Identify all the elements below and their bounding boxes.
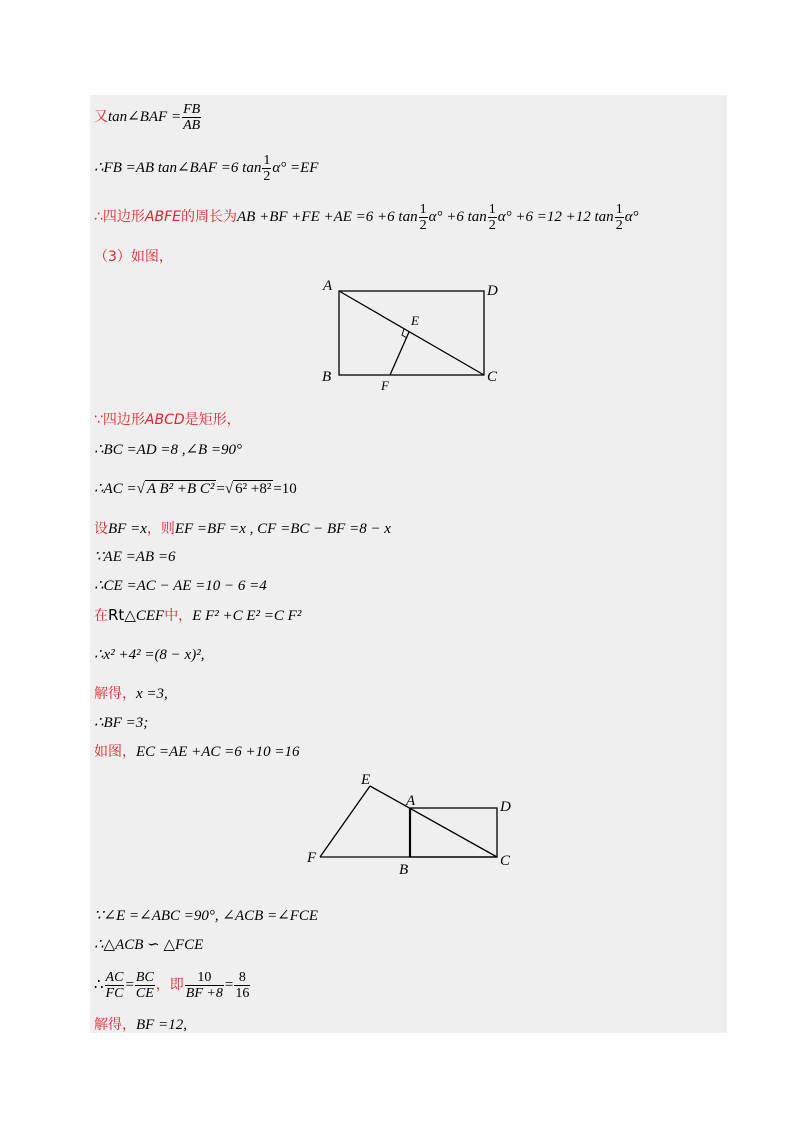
denominator: FC [105, 986, 124, 1001]
expr-ec: EC =AE +AC =6 +10 =16 [136, 744, 300, 760]
line-solve-x [94, 684, 168, 704]
text-then: ，则 [146, 521, 175, 537]
text-solve: 解得， [94, 686, 136, 702]
therefore-sign: ∴ [94, 976, 104, 993]
label-a: A [323, 278, 333, 294]
line-bc-ad: ∴BC =AD =8 ,∠B =90° [94, 442, 243, 458]
segment-ec [370, 786, 497, 857]
line-abcd-rectangle [94, 410, 241, 430]
text-as-figure: 如图， [94, 744, 136, 760]
line-solve-bf [94, 1015, 187, 1035]
line-ratio [94, 970, 251, 1001]
fraction-half-1 [419, 202, 428, 233]
fraction-bc-ce [135, 970, 155, 1001]
numerator: AC [105, 970, 124, 985]
denominator: 2 [419, 218, 427, 233]
denominator: 2 [263, 169, 271, 184]
text-therefore-quad: ∴四边形 [94, 208, 145, 225]
denominator: 2 [615, 218, 623, 233]
line-fb-equals [94, 153, 318, 184]
segment-fe [320, 786, 370, 857]
label-f: F [307, 850, 317, 866]
line-ec [94, 742, 300, 762]
numerator: FB [183, 102, 201, 117]
label-f: F [381, 378, 389, 392]
part-3-heading: （3）如图， [94, 249, 173, 265]
fraction-fb-ab [182, 102, 201, 133]
label-c: C [500, 853, 511, 869]
figure-triangle-fce [300, 768, 530, 880]
fraction-ac-fc [105, 970, 125, 1001]
diagonal-ac [339, 291, 484, 375]
line-angles: ∵∠E =∠ABC =90°, ∠ACB =∠FCE [94, 908, 319, 924]
label-e: E [411, 313, 419, 328]
expr-pythagoras: E F² +C E² =C F² [192, 608, 302, 624]
expr-equals-10: =10 [273, 481, 297, 497]
shape-abfe: ABFE [144, 208, 182, 225]
label-b: B [399, 862, 409, 878]
line-tan-baf [94, 102, 202, 133]
label-c: C [487, 369, 498, 385]
expr-perimeter-3: α° +6 =12 +12 tan [497, 208, 614, 225]
text-middle: 中， [164, 608, 193, 624]
line-ae-ab: ∵AE =AB =6 [94, 549, 176, 565]
expr-x-3: x =3, [136, 686, 168, 702]
line-ac-sqrt: ∴AC =√ A B² +B C² =√ 6² +8² =10 [94, 481, 297, 497]
denominator: 16 [235, 986, 250, 1001]
figure-rectangle-abcd [315, 272, 515, 392]
line-equation: ∴x² +4² =(8 − x)², [94, 647, 205, 663]
expr-ac: ∴AC = [94, 481, 137, 497]
expr-perimeter-2: α° +6 tan [428, 208, 487, 225]
line-let-bf [94, 519, 391, 539]
text-solve: 解得， [94, 1017, 136, 1033]
equals-sign: = [216, 481, 225, 497]
line-rt-cef [94, 605, 301, 626]
fraction-8-16 [234, 970, 250, 1001]
label-b: B [322, 369, 332, 385]
text-rt: Rt [108, 606, 125, 624]
segment-ef [390, 332, 409, 375]
numerator: 10 [185, 970, 224, 986]
expr-bf-x: BF =x [108, 521, 147, 537]
fraction-half [262, 153, 271, 184]
label-d: D [500, 799, 511, 815]
expr-tan-baf: tan∠BAF = [108, 108, 182, 125]
line-similar: ∴△ACB ∽ △FCE [94, 937, 204, 953]
denominator: CE [135, 986, 154, 1001]
text-because-quad: ∵四边形 [94, 412, 145, 428]
line-ce: ∴CE =AC − AE =10 − 6 =4 [94, 578, 267, 594]
line-perimeter [94, 202, 639, 233]
fraction-half-2 [488, 202, 497, 233]
expr-ef-cf: EF =BF =x , CF =BC − BF =8 − x [174, 521, 391, 537]
text-perimeter-is: 的周长为 [181, 208, 238, 225]
label-d: D [487, 283, 498, 299]
expr-bf-12: BF =12, [136, 1017, 187, 1033]
line-bf-3: ∴BF =3; [94, 715, 149, 731]
text-is-rectangle: 是矩形， [184, 412, 241, 428]
denominator: BF +8 [185, 986, 223, 1001]
numerator: 1 [419, 202, 427, 217]
text-let: 设 [94, 521, 108, 537]
denominator: AB [183, 118, 201, 133]
fraction-half-3 [615, 202, 624, 233]
radical-ab-bc: A B² +B C² [146, 481, 215, 497]
equals-sign: = [125, 976, 134, 993]
text-you: 又 [94, 108, 108, 125]
numerator: BC [135, 970, 154, 985]
radical-6-8: 6² +8² [235, 481, 272, 497]
text-in: 在 [94, 608, 108, 624]
expr-fb: ∴FB =AB tan∠BAF =6 tan [94, 159, 262, 176]
fraction-10-bf8 [185, 970, 224, 1001]
numerator: 8 [234, 970, 250, 986]
label-a: A [406, 793, 416, 809]
numerator: 1 [488, 202, 496, 217]
text-namely: ，即 [155, 976, 184, 993]
shape-abcd: ABCD [144, 412, 185, 428]
expr-perimeter-4: α° [624, 208, 639, 225]
equals-sign: = [224, 976, 234, 993]
content-panel [90, 95, 727, 1033]
numerator: 1 [615, 202, 623, 217]
numerator: 1 [263, 153, 271, 168]
label-e: E [361, 772, 371, 788]
triangle-cef: △CEF [124, 608, 165, 624]
denominator: 2 [488, 218, 496, 233]
expr-alpha-ef: α° =EF [272, 159, 319, 176]
expr-perimeter-1: AB +BF +FE +AE =6 +6 tan [237, 208, 418, 225]
